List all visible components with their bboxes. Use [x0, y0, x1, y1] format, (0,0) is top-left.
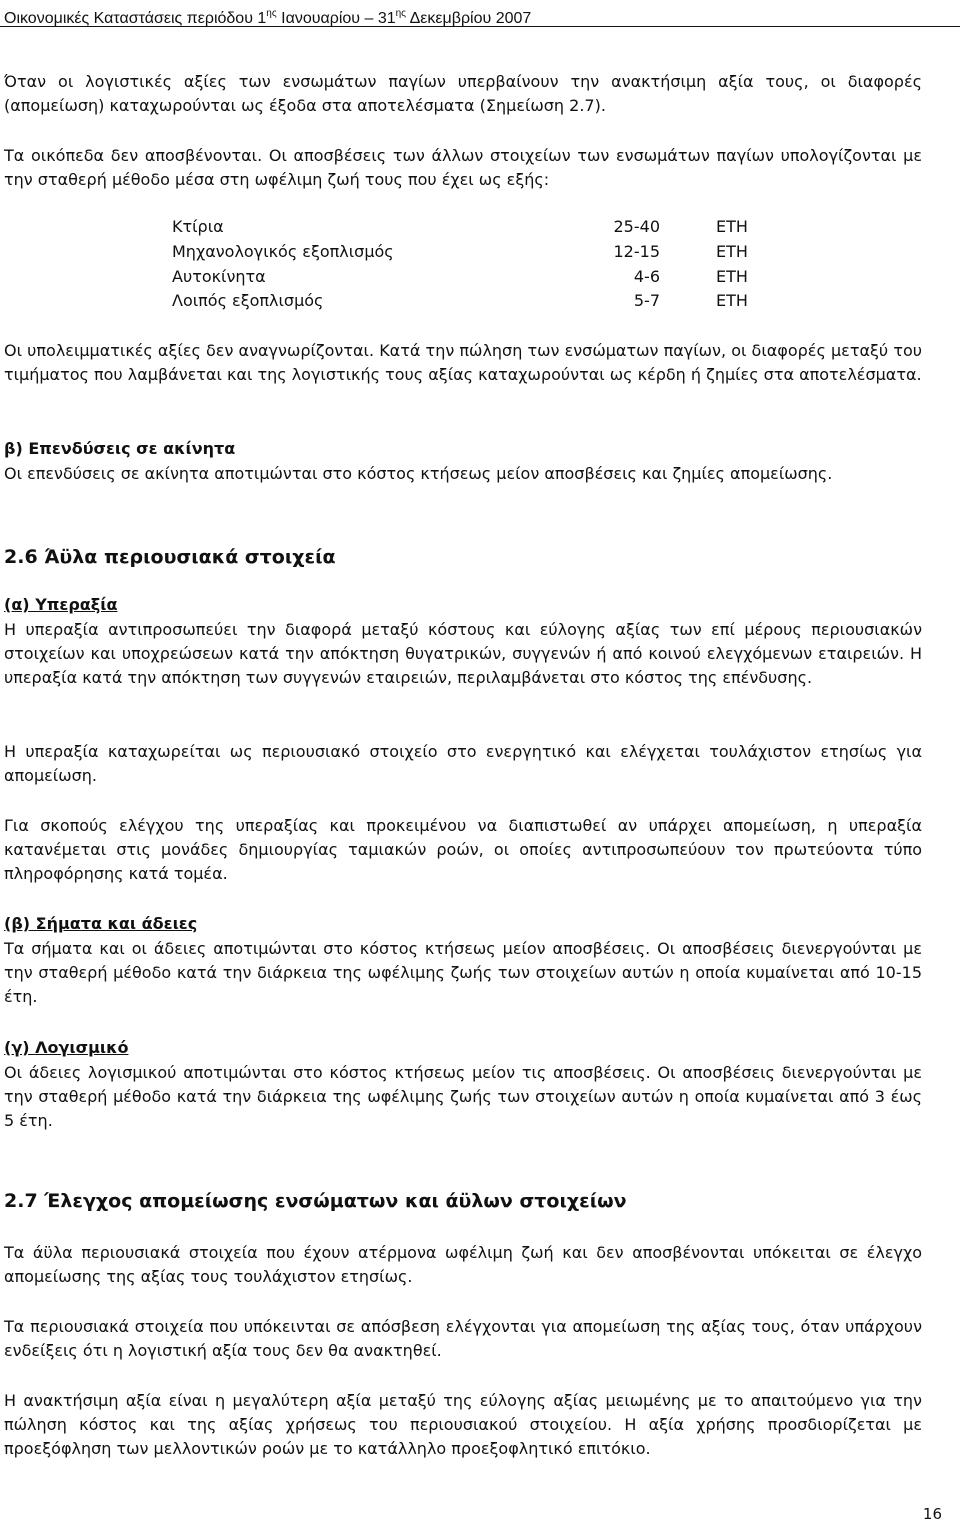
page-number: 16	[922, 1505, 942, 1523]
useful-life-row	[172, 289, 772, 314]
asset-name: Λοιπός εξοπλισμός	[172, 291, 324, 311]
asset-name: Κτίρια	[172, 217, 224, 236]
subheading-trademarks: (β) Σήματα και άδειες	[4, 914, 198, 933]
asset-years: 25-40	[613, 217, 660, 236]
asset-name: Μηχανολογικός εξοπλισμός	[172, 241, 394, 261]
asset-years: 4-6	[633, 266, 660, 286]
header-text-part: Ιανουαρίου – 31	[276, 10, 396, 27]
useful-life-row	[172, 240, 772, 265]
header-divider	[0, 26, 960, 27]
paragraph-goodwill-definition: Η υπεραξία αντιπροσωπεύει την διαφορά μεταξύ κόστους και εύλογης αξίας των επί μέρους περιουσιακών στοιχείων και υποχρεώσεων κατά την απόκτηση θυγατρικών, συγγενών ή από κοινού ελεγχόμενων εταιρειών. Η υπεραξία κατά την απόκτηση των συγγενών εταιρειών, περιλαμβάνεται στο κόστος της επένδυσης.	[4, 620, 922, 688]
asset-unit: ΕΤΗ	[716, 241, 748, 261]
page-header	[0, 0, 960, 26]
useful-life-row	[172, 265, 772, 290]
subheading-goodwill: (α) Υπεραξία	[4, 595, 118, 614]
header-text-part: Οικονομικές Καταστάσεις περιόδου 1	[4, 10, 267, 27]
useful-life-table	[172, 215, 772, 314]
subheading-software: (γ) Λογισμικό	[4, 1038, 129, 1057]
asset-years: 12-15	[613, 241, 660, 261]
asset-unit: ΕΤΗ	[716, 266, 748, 286]
header-superscript: ης	[395, 8, 407, 19]
section-heading-2-7: 2.7 Έλεγχος απομείωσης ενσώματων και άϋλων στοιχείων	[4, 1190, 627, 1212]
asset-years: 5-7	[633, 291, 660, 311]
header-text-part: Δεκεμβρίου 2007	[406, 10, 532, 27]
header-superscript: ης	[266, 8, 277, 19]
paragraph-investment-property: Οι επενδύσεις σε ακίνητα αποτιμώνται στο κόστος κτήσεως μείον αποσβέσεις και ζημίες απομείωσης.	[4, 464, 833, 483]
paragraph-amortised-assets: Τα περιουσιακά στοιχεία που υπόκεινται σε απόσβεση ελέγχονται για απομείωση της αξίας τους, όταν υπάρχουν ενδείξεις ότι η λογιστική αξία τους δεν θα ανακτηθεί.	[4, 1317, 922, 1361]
section-heading-2-6: 2.6 Άϋλα περιουσιακά στοιχεία	[4, 546, 336, 568]
paragraph-residual-values: Οι υπολειμματικές αξίες δεν αναγνωρίζονται. Κατά την πώληση των ενσώματων παγίων, οι διαφορές μεταξύ του τιμήματος που λαμβάνεται και της λογιστικής τους αξίας καταχωρούνται ως κέρδη ή ζημίες στα αποτελέσματα.	[4, 341, 922, 385]
asset-unit: ΕΤΗ	[716, 291, 748, 311]
paragraph-goodwill-asset: Η υπεραξία καταχωρείται ως περιουσιακό στοιχείο στο ενεργητικό και ελέγχεται τουλάχιστον ετησίως για απομείωση.	[4, 742, 922, 786]
paragraph-indefinite-life: Τα άϋλα περιουσιακά στοιχεία που έχουν ατέρμονα ωφέλιμη ζωή και δεν αποσβένονται υπόκειται σε έλεγχο απομείωσης της αξίας τους τουλάχιστον ετησίως.	[4, 1243, 922, 1287]
paragraph-depreciation-method: Τα οικόπεδα δεν αποσβένονται. Οι αποσβέσεις των άλλων στοιχείων των ενσωμάτων παγίων υπολογίζονται με την σταθερή μέθοδο μέσα στη ωφέλιμη ζωή τους που έχει ως εξής:	[4, 146, 922, 190]
paragraph-trademarks: Τα σήματα και οι άδειες αποτιμώνται στο κόστος κτήσεως μείον αποσβέσεις. Οι αποσβέσεις διενεργούνται με την σταθερή μέθοδο κατά την διάρκεια της ωφέλιμης ζωής των στοιχείων αυτών η οποία κυμαίνεται από 10-15 έτη.	[4, 939, 922, 1007]
paragraph-software: Οι άδειες λογισμικού αποτιμώνται στο κόστος κτήσεως μείον τις αποσβέσεις. Οι αποσβέσεις διενεργούνται με την σταθερή μέθοδο κατά την διάρκεια της ωφέλιμης ζωής των στοιχείων αυτών η οποία κυμαίνεται από 3 έως 5 έτη.	[4, 1063, 922, 1131]
paragraph-goodwill-allocation: Για σκοπούς ελέγχου της υπεραξίας και προκειμένου να διαπιστωθεί αν υπάρχει απομείωση, η υπεραξία κατανέμεται στις μονάδες δημιουργίας ταμιακών ροών, οι οποίες αντιπροσωπεύουν τον πρωτεύοντα τύπο πληροφόρησης κατά τομέα.	[4, 816, 922, 884]
paragraph-impairment-note: Όταν οι λογιστικές αξίες των ενσωμάτων παγίων υπερβαίνουν την ανακτήσιμη αξία τους, οι διαφορές (απομείωση) καταχωρούνται ως έξοδα στα αποτελέσματα (Σημείωση 2.7).	[4, 72, 922, 116]
paragraph-recoverable-amount: Η ανακτήσιμη αξία είναι η μεγαλύτερη αξία μεταξύ της εύλογης αξίας μειωμένης με το απαιτούμενο για την πώληση κόστος και της αξίας χρήσεως του περιουσιακού στοιχείου. Η αξία χρήσης προσδιορίζεται με προεξόφληση των μελλοντικών ροών με το κατάλληλο προεξοφλητικό επιτόκιο.	[4, 1391, 922, 1459]
useful-life-row	[172, 215, 772, 240]
section-heading-investment-property: β) Επενδύσεις σε ακίνητα	[4, 439, 236, 458]
asset-name: Αυτοκίνητα	[172, 266, 266, 286]
asset-unit: ΕΤΗ	[716, 217, 748, 236]
